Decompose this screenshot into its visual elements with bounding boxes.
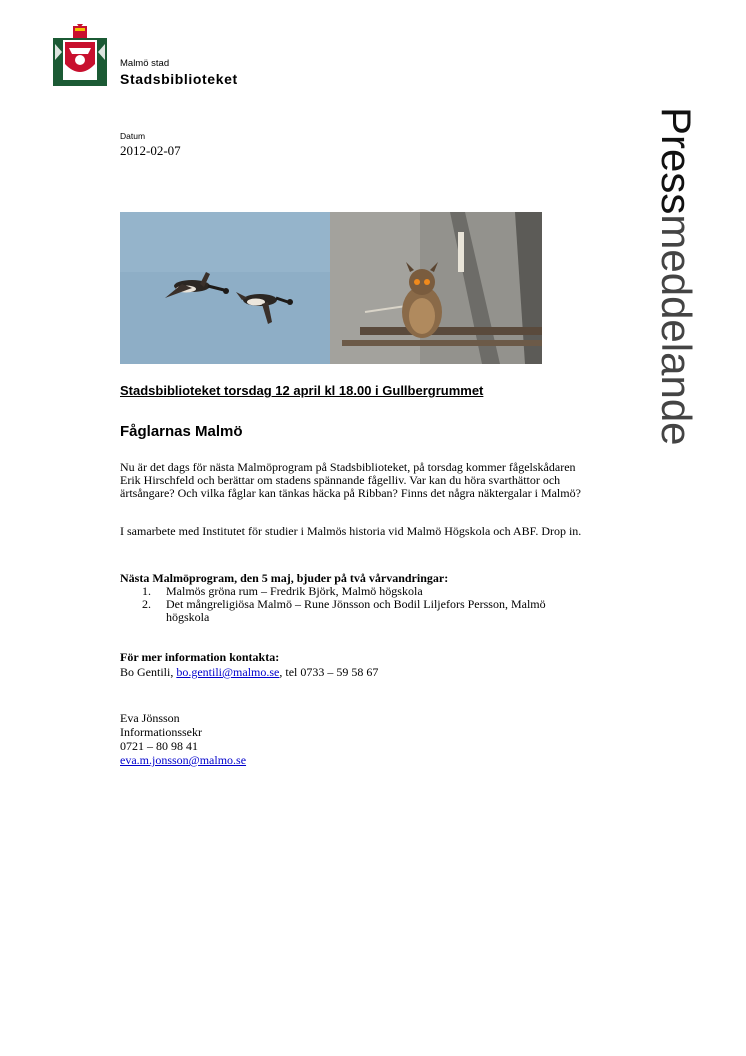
page-title: Fåglarnas Malmö [120, 423, 243, 440]
signature-role: Informationssekr [120, 725, 202, 739]
contact-phone: , tel 0733 – 59 58 67 [279, 665, 379, 679]
contact-email-link[interactable]: bo.gentili@malmo.se [176, 665, 280, 679]
list-item-number: 2. [142, 597, 151, 611]
list-item-text: Malmös gröna rum – Fredrik Björk, Malmö högskola [166, 584, 423, 598]
malmo-coat-of-arms-logo [53, 24, 107, 86]
signature-email-link[interactable]: eva.m.jonsson@malmo.se [120, 753, 247, 767]
program-list [142, 585, 556, 624]
event-heading: Stadsbiblioteket torsdag 12 april kl 18.00 i Gullbergrummet [120, 383, 484, 398]
vertical-title-light: meddelande [653, 214, 700, 446]
intro-paragraph: Nu är det dags för nästa Malmöprogram på Stadsbiblioteket, på torsdag kommer fågelskådaren Erik Hirschfeld och berättar om stadens spännande fågelliv. Var kan du höra svarthättor och ärtsångare? Och vilka fåglar kan tänkas häcka på Ribban? Finns det några näktergalar i Malmö? [120, 460, 581, 500]
next-program-heading: Nästa Malmöprogram, den 5 maj, bjuder på två vårvandringar: [120, 571, 449, 585]
press-photo [120, 212, 542, 364]
list-item-text: Det mångreligiösa Malmö – Rune Jönsson och Bodil Liljefors Persson, Malmö högskola [166, 597, 546, 624]
org-name: Malmö stad [120, 58, 170, 69]
list-item [142, 598, 556, 624]
signature [120, 711, 246, 767]
department-name: Stadsbiblioteket [120, 71, 238, 87]
list-item-number: 1. [142, 584, 151, 598]
date-label: Datum [120, 131, 146, 141]
signature-name: Eva Jönsson [120, 711, 180, 725]
vertical-title [651, 107, 703, 547]
cooperation-paragraph: I samarbete med Institutet för studier i Malmös historia vid Malmö Högskola och ABF. Drop in. [120, 524, 582, 538]
signature-phone: 0721 – 80 98 41 [120, 739, 198, 753]
contact-line [120, 665, 378, 680]
vertical-title-bold: Press [653, 107, 700, 215]
date-value: 2012-02-07 [120, 143, 181, 158]
contact-heading: För mer information kontakta: [120, 650, 280, 664]
contact-name: Bo Gentili, [120, 665, 174, 679]
